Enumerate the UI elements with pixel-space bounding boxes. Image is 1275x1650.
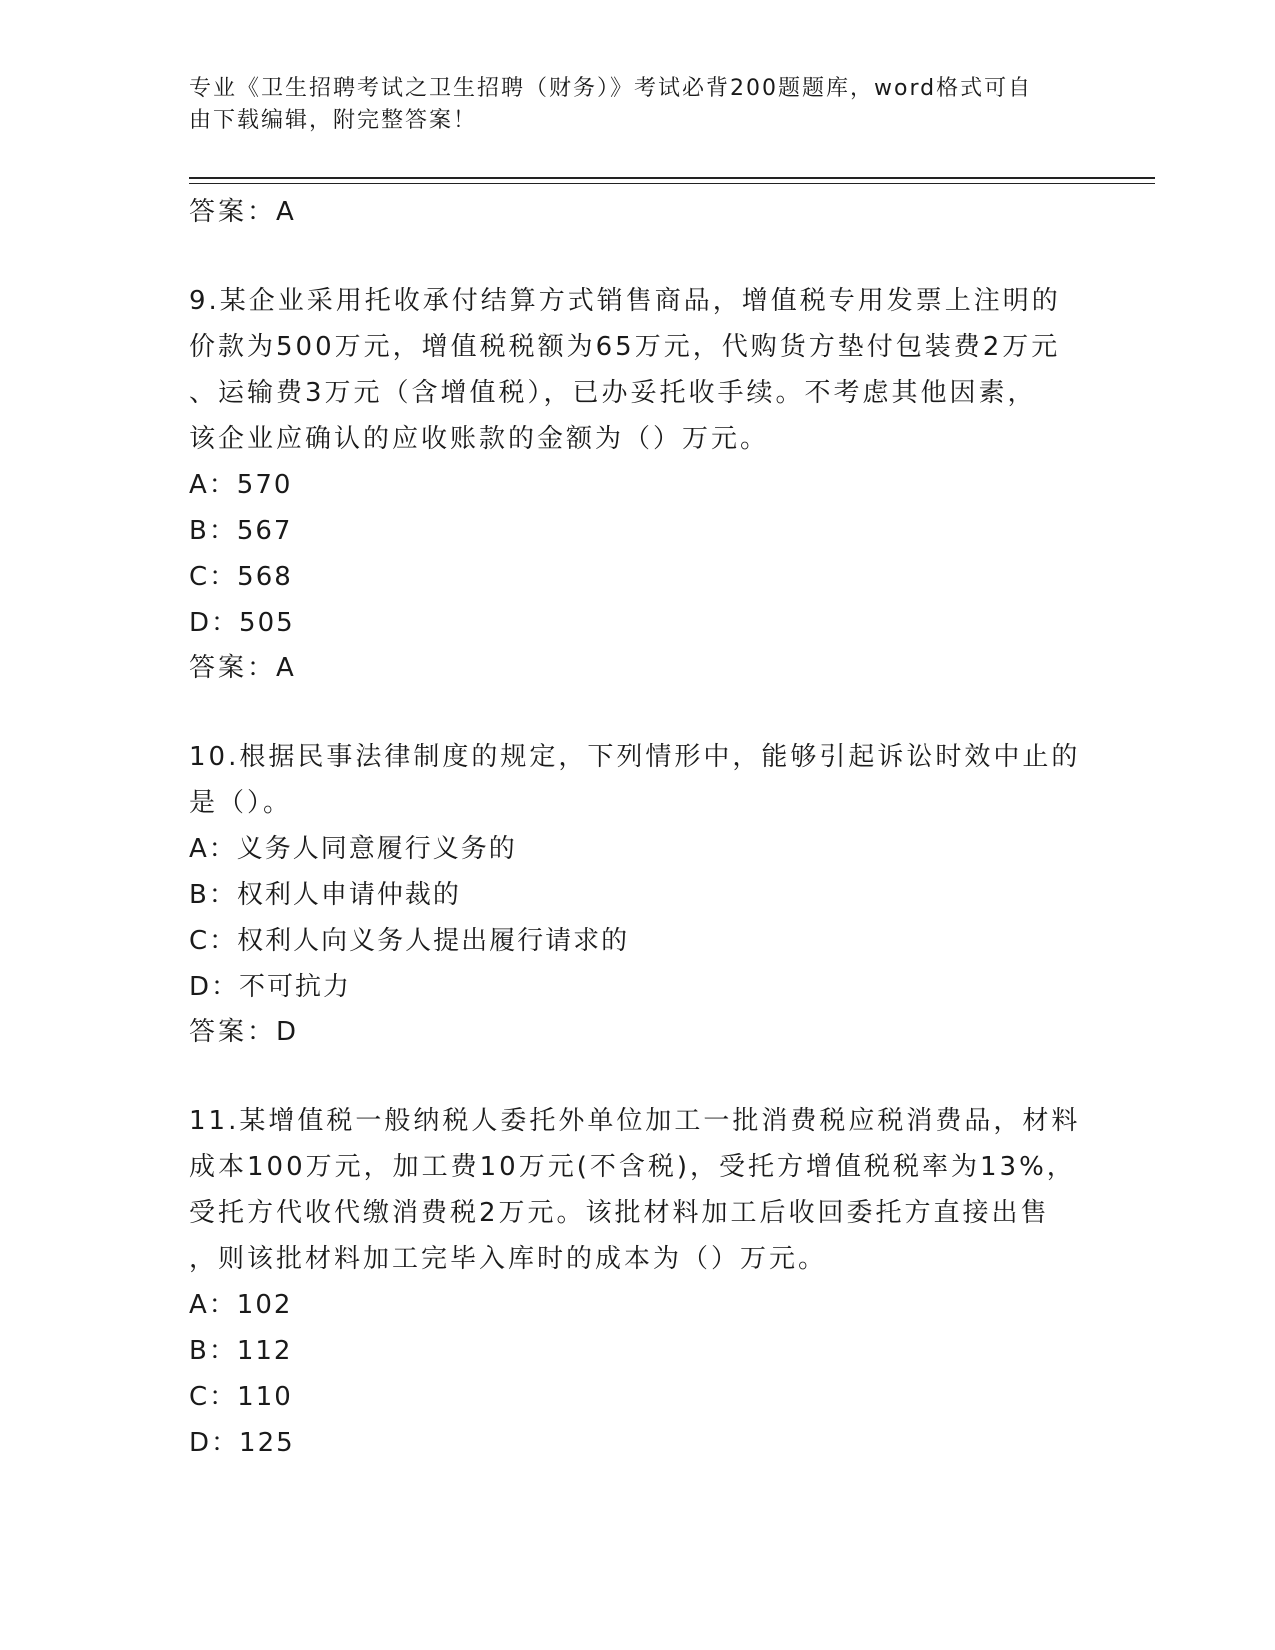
question-9-line: 价款为500万元，增值税税额为65万元，代购货方垫付包装费2万元: [189, 332, 1061, 362]
document-header: [189, 73, 1089, 137]
spacer: [189, 1054, 1089, 1098]
header-line-1: 专业《卫生招聘考试之卫生招聘（财务）》考试必背200题题库，word格式可自: [189, 76, 1033, 101]
question-9-line: 该企业应确认的应收账款的金额为（）万元。: [189, 424, 770, 454]
question-11-option-c: C：110: [189, 1382, 293, 1412]
question-10-line: 是（）。: [189, 788, 293, 818]
question-11-option-b: B：112: [189, 1336, 293, 1366]
question-11-line: ，则该批材料加工完毕入库时的成本为（）万元。: [189, 1244, 828, 1274]
question-10-option-d: D：不可抗力: [189, 972, 352, 1002]
question-10: [189, 734, 1089, 826]
question-10-option-c: C：权利人向义务人提出履行请求的: [189, 926, 630, 956]
question-10-option-b: B：权利人申请仲裁的: [189, 880, 461, 910]
question-11-option-a: A：102: [189, 1290, 293, 1320]
question-11-line: 11.某增值税一般纳税人委托外单位加工一批消费税应税消费品，材料: [189, 1106, 1081, 1136]
question-9-option-d: D：505: [189, 608, 295, 638]
question-9-option-a: A：570: [189, 470, 293, 500]
question-9-line: 、运输费3万元（含增值税），已办妥托收手续。不考虑其他因素，: [189, 378, 1037, 408]
question-11-option-d: D：125: [189, 1428, 295, 1458]
document-body: [189, 190, 1089, 1466]
answer-prev: 答案：A: [189, 197, 297, 227]
question-10-option-a: A：义务人同意履行义务的: [189, 834, 517, 864]
question-9-option-b: B：567: [189, 516, 293, 546]
question-11: [189, 1098, 1089, 1282]
question-10-answer: 答案：D: [189, 1017, 300, 1047]
question-9-line: 9.某企业采用托收承付结算方式销售商品，增值税专用发票上注明的: [189, 286, 1061, 316]
spacer: [189, 690, 1089, 734]
question-11-line: 成本100万元，加工费10万元(不含税)，受托方增值税税率为13%，: [189, 1152, 1076, 1182]
header-divider-thin: [189, 183, 1155, 184]
question-11-line: 受托方代收代缴消费税2万元。该批材料加工后收回委托方直接出售: [189, 1198, 1050, 1228]
header-divider-thick: [189, 177, 1155, 179]
question-9-answer: 答案：A: [189, 653, 297, 683]
header-line-2: 由下载编辑，附完整答案！: [189, 108, 478, 133]
spacer: [189, 234, 1089, 278]
question-10-line: 10.根据民事法律制度的规定，下列情形中，能够引起诉讼时效中止的: [189, 742, 1081, 772]
question-9-option-c: C：568: [189, 562, 293, 592]
question-9: [189, 278, 1089, 462]
